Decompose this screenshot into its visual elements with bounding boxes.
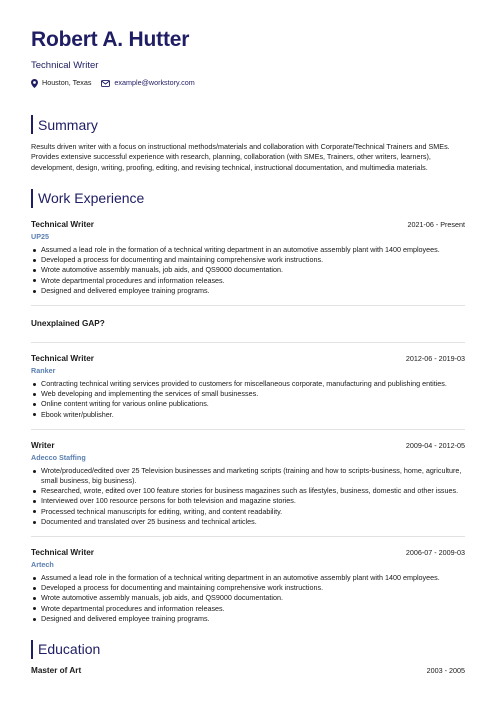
job-date: 2006-07 - 2009-03 — [405, 547, 465, 557]
job-bullet: Ebook writer/publisher. — [31, 410, 465, 420]
gap-entry — [31, 318, 465, 329]
job-bullet: Wrote automotive assembly manuals, job aids, and QS9000 documentation. — [31, 593, 465, 603]
job-bullet: Wrote automotive assembly manuals, job aids, and QS9000 documentation. — [31, 265, 465, 275]
job-company: Adecco Staffing — [31, 452, 86, 462]
job-title: Technical Writer — [31, 547, 94, 557]
education-entry — [31, 665, 465, 676]
candidate-role: Technical Writer — [31, 60, 99, 71]
job-title: Technical Writer — [31, 353, 94, 363]
candidate-name: Robert A. Hutter — [31, 28, 190, 51]
job-entry — [31, 219, 465, 296]
summary-title: Summary — [38, 116, 98, 133]
job-title: Writer — [31, 440, 55, 450]
job-bullet: Processed technical manuscripts for editing, writing, and content readability. — [31, 507, 465, 517]
divider — [31, 305, 465, 306]
job-date: 2009-04 - 2012-05 — [405, 440, 465, 450]
contact-row — [31, 78, 465, 88]
job-bullet: Developed a process for documenting and maintaining comprehensive work instructions. — [31, 255, 465, 265]
section-accent-bar — [31, 189, 33, 208]
education-title: Education — [38, 641, 101, 658]
work-title: Work Experience — [38, 190, 145, 207]
section-accent-bar — [31, 115, 33, 134]
job-entry — [31, 440, 465, 527]
job-bullet: Wrote departmental procedures and information releases. — [31, 276, 465, 286]
section-accent-bar — [31, 640, 33, 659]
job-bullet: Wrote/produced/edited over 25 Television businesses and marketing scripts (training and how to scripts-business, home, agriculture, small business, big business). — [31, 466, 465, 486]
job-bullet: Interviewed over 100 resource persons for both television and magazine stories. — [31, 496, 465, 506]
job-bullets — [31, 245, 465, 296]
job-bullet: Developed a process for documenting and maintaining comprehensive work instructions. — [31, 583, 465, 593]
job-company: Artech — [31, 559, 54, 569]
gap-title: Unexplained GAP? — [31, 318, 105, 328]
map-pin-icon — [31, 79, 38, 88]
job-date: 2021-06 - Present — [407, 219, 465, 229]
degree-date: 2003 - 2005 — [426, 665, 465, 675]
job-bullet: Assumed a lead role in the formation of a technical writing department in an automotive assembly plant with 1400 employees. — [31, 245, 465, 255]
summary-heading — [31, 115, 465, 134]
job-bullet: Contracting technical writing services provided to customers for miscellaneous corporate, manufacturing and publishing entities. — [31, 379, 465, 389]
work-heading — [31, 189, 465, 208]
education-heading — [31, 640, 465, 659]
job-bullet: Researched, wrote, edited over 100 feature stories for business magazines such as lifestyles, business, domestic and other issues. — [31, 486, 465, 496]
job-company: Ranker — [31, 365, 56, 375]
job-bullets — [31, 379, 465, 420]
job-entry — [31, 547, 465, 624]
location — [31, 78, 91, 88]
job-bullet: Designed and delivered employee training programs. — [31, 286, 465, 296]
job-bullet: Wrote departmental procedures and information releases. — [31, 604, 465, 614]
divider — [31, 429, 465, 430]
job-date: 2012-06 - 2019-03 — [405, 353, 465, 363]
job-bullets — [31, 466, 465, 527]
envelope-icon — [101, 80, 110, 87]
job-entry — [31, 353, 465, 420]
job-company: UP25 — [31, 231, 49, 241]
job-bullet: Documented and translated over 25 business and technical articles. — [31, 517, 465, 527]
job-bullet: Online content writing for various online publications. — [31, 399, 465, 409]
location-text: Houston, Texas — [42, 78, 92, 87]
job-title: Technical Writer — [31, 219, 94, 229]
job-bullet: Assumed a lead role in the formation of a technical writing department in an automotive assembly plant with 1400 employees. — [31, 573, 465, 583]
divider — [31, 342, 465, 343]
email-link[interactable]: example@workstory.com — [114, 78, 195, 87]
divider — [31, 536, 465, 537]
job-bullets — [31, 573, 465, 624]
summary-text: Results driven writer with a focus on instructional methods/materials and collaboration with Corporate/Technical Trainers and SMEs. Provides extensive successful experience with research, planning, collaboration (with SMEs, Trainers, other writers, learners), development, design, writing, proofing, editing, and revising technical, instructional documentation, and multimedia materials. — [31, 142, 450, 172]
email[interactable] — [101, 78, 194, 88]
job-bullet: Designed and delivered employee training programs. — [31, 614, 465, 624]
degree-title: Master of Art — [31, 665, 82, 675]
job-bullet: Web developing and implementing the services of small businesses. — [31, 389, 465, 399]
